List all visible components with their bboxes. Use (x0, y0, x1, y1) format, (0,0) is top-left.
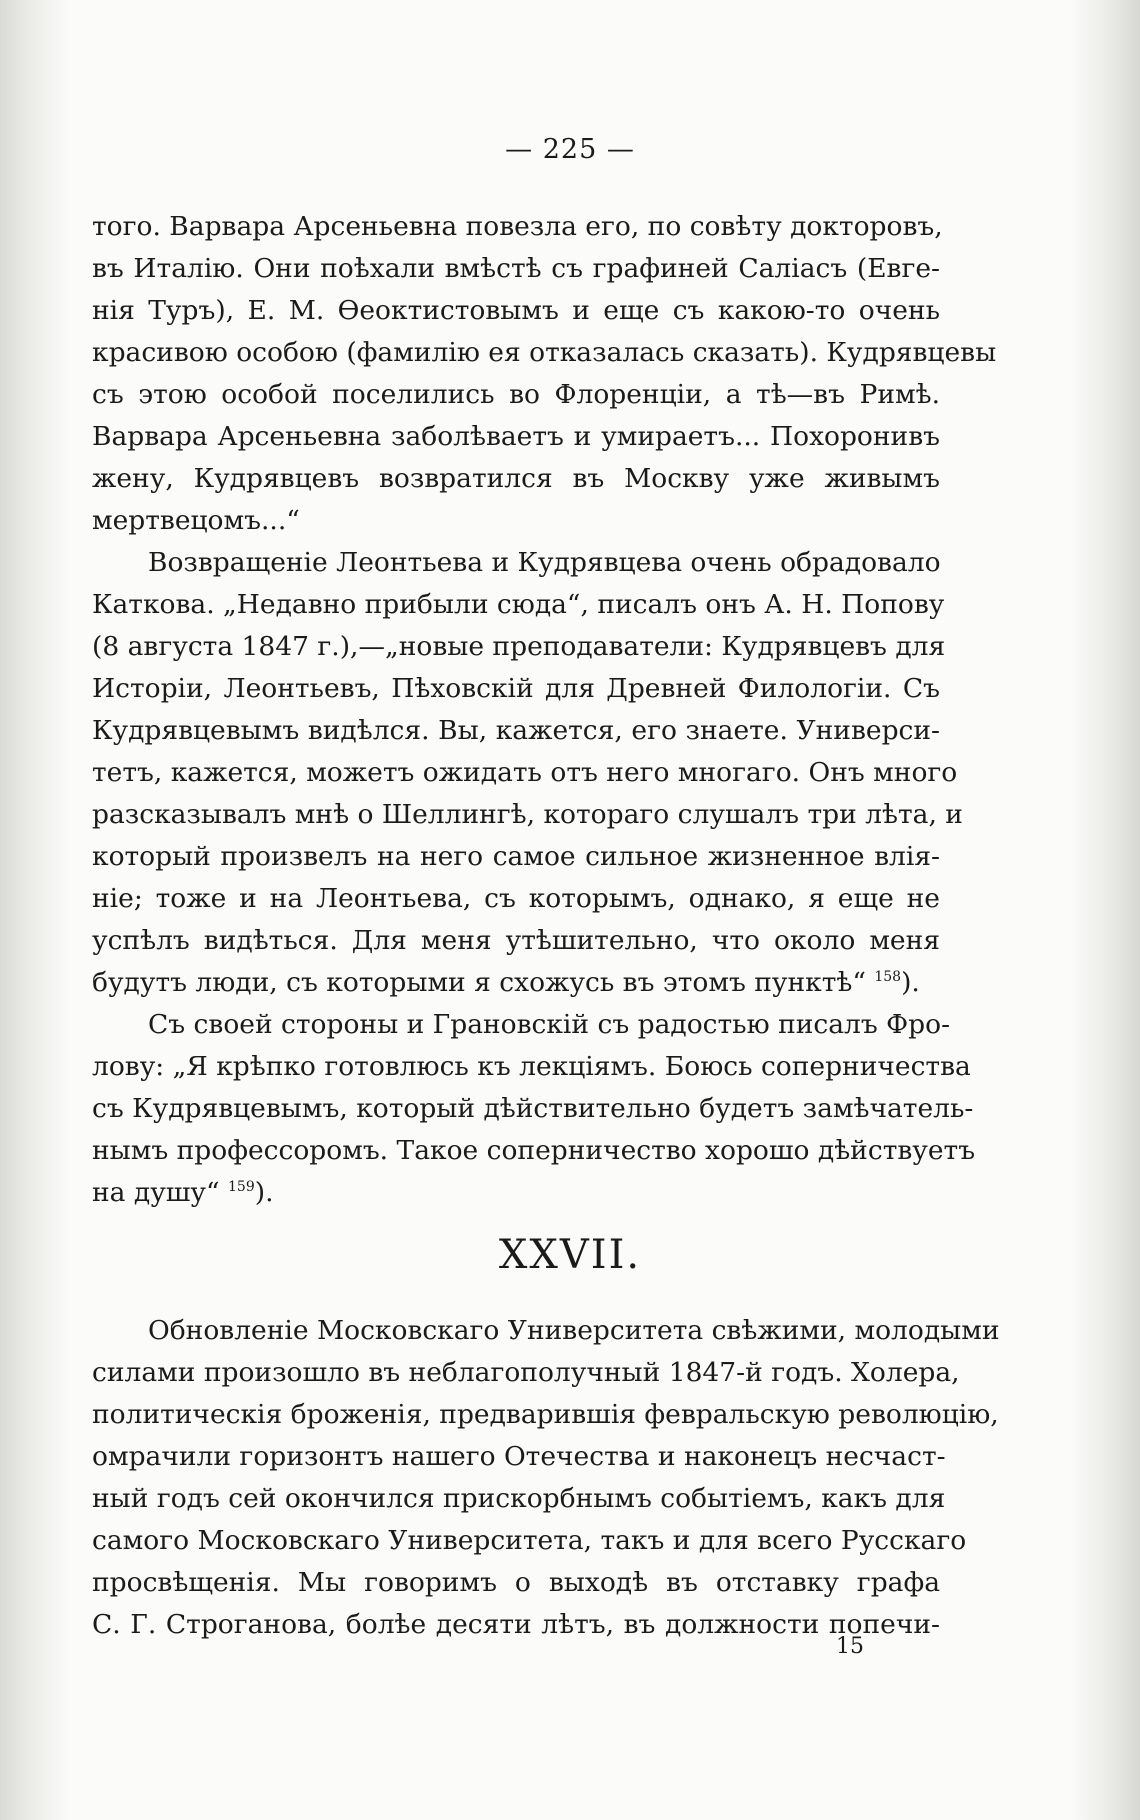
text-line: разсказывалъ мнѣ о Шеллингѣ, котораго слушалъ три лѣта, и (92, 799, 963, 830)
chapter-heading: XXVII. (498, 1232, 642, 1278)
text-line: жену, Кудрявцевъ возвратился въ Москву уже живымъ (92, 463, 940, 494)
text-line-with-footnote (92, 962, 940, 1004)
text-line: Кудрявцевымъ видѣлся. Вы, кажется, его знаете. Универси- (92, 715, 940, 746)
text-line: Исторіи, Леонтьевъ, Пѣховскій для Древней Филологіи. Съ (92, 673, 940, 704)
text-line: омрачили горизонтъ нашего Отечества и наконецъ несчаст- (92, 1441, 946, 1472)
text-fragment: ). (901, 967, 920, 998)
text-line: политическія броженія, предварившія февральскую революцію, (92, 1399, 999, 1430)
text-line: тетъ, кажется, можетъ ожидать отъ него многаго. Онъ много (92, 757, 958, 788)
page-number-header: — 225 — (505, 134, 635, 165)
text-line: успѣлъ видѣться. Для меня утѣшительно, что около меня (92, 925, 940, 956)
text-line: (8 августа 1847 г.),—„новые преподаватели: Кудрявцевъ для (92, 631, 946, 662)
text-line: Каткова. „Недавно прибыли сюда“, писалъ онъ А. Н. Попову (92, 589, 945, 620)
text-line: того. Варвара Арсеньевна повезла его, по совѣту докторовъ, (92, 211, 943, 242)
text-line: нія Туръ), Е. М. Ѳеоктистовымъ и еще съ какою-то очень (92, 295, 940, 326)
main-text-block (92, 206, 997, 1214)
text-line: съ Кудрявцевымъ, который дѣйствительно будетъ замѣчатель- (92, 1093, 974, 1124)
text-line: съ этою особой поселились во Флоренціи, а тѣ—въ Римѣ. (92, 379, 940, 410)
text-line: Съ своей стороны и Грановскій съ радостью писалъ Фро- (148, 1009, 951, 1040)
text-line: Варвара Арсеньевна заболѣваетъ и умираетъ... Похоронивъ (92, 421, 940, 452)
page-edge-shadow-left (0, 0, 70, 1820)
signature-mark: 15 (836, 1634, 864, 1659)
text-line: Возвращеніе Леонтьева и Кудрявцева очень обрадовало (148, 547, 941, 578)
text-line: въ Италію. Они поѣхали вмѣстѣ съ графиней Саліасъ (Евге- (92, 253, 940, 284)
text-line-with-footnote (92, 1172, 940, 1214)
page-edge-shadow-right (1070, 0, 1140, 1820)
text-fragment: на душу“ (92, 1177, 220, 1208)
chapter-text-block (92, 1310, 1000, 1646)
text-line: Обновленіе Московскаго Университета свѣжими, молодыми (148, 1315, 1000, 1346)
text-line: лову: „Я крѣпко готовлюсь къ лекціямъ. Боюсь соперничества (92, 1051, 971, 1082)
text-line: ный годъ сей окончился прискорбнымъ событіемъ, какъ для (92, 1483, 946, 1514)
text-line: просвѣщенія. Мы говоримъ о выходѣ въ отставку графа (92, 1567, 940, 1598)
footnote-ref-159: 159 (228, 1179, 255, 1195)
text-line: мертвецомъ...“ (92, 505, 300, 536)
text-line: С. Г. Строганова, болѣе десяти лѣтъ, въ должности попечи- (92, 1609, 940, 1640)
text-line: ніе; тоже и на Леонтьева, съ которымъ, однако, я еще не (92, 883, 940, 914)
text-line: который произвелъ на него самое сильное жизненное влія- (92, 841, 940, 872)
footnote-ref-158: 158 (874, 969, 902, 985)
text-line: силами произошло въ неблагополучный 1847-й годъ. Холера, (92, 1357, 960, 1388)
text-fragment: будутъ люди, съ которыми я схожусь въ этомъ пунктѣ“ (92, 967, 866, 998)
text-line: красивою особою (фамилію ея отказалась сказать). Кудрявцевы (92, 337, 997, 368)
text-line: нымъ профессоромъ. Такое соперничество хорошо дѣйствуетъ (92, 1135, 976, 1166)
text-line: самого Московскаго Университета, такъ и для всего Русскаго (92, 1525, 967, 1556)
text-fragment: ). (254, 1177, 274, 1208)
